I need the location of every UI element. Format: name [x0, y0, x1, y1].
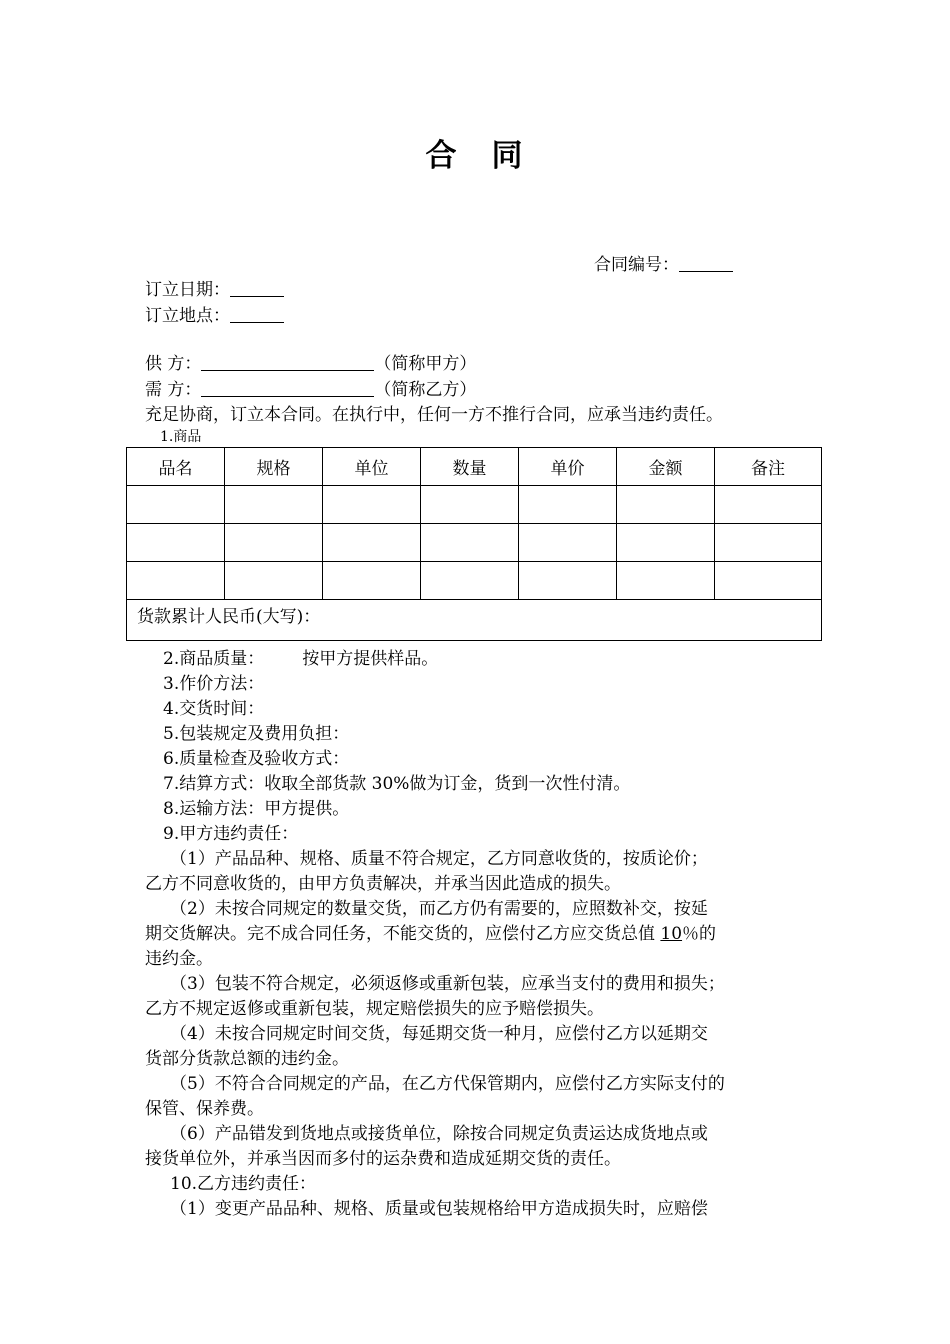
clause-9-5-line-2: 保管、保养费。 — [145, 1099, 264, 1119]
clause-10-1-line-1: （1）变更产品品种、规格、质量或包装规格给甲方造成损失时，应赔偿 — [170, 1199, 708, 1219]
table-cell[interactable] — [715, 524, 822, 562]
table-cell[interactable] — [323, 524, 421, 562]
supplier-blank[interactable] — [201, 354, 374, 371]
clause-9-6-line-1: （6）产品错发到货地点或接货单位，除按合同规定负责运达成货地点或 — [170, 1124, 708, 1144]
table-cell[interactable] — [617, 524, 715, 562]
clause-9-2-suffix: ％的 — [682, 924, 717, 944]
document-title: 合 同 — [425, 138, 525, 174]
table-cell[interactable] — [421, 486, 519, 524]
table-cell[interactable] — [225, 524, 323, 562]
table-cell[interactable] — [715, 486, 822, 524]
total-amount-cell[interactable]: 货款累计人民币(大写)： — [127, 600, 822, 641]
sign-place-label: 订立地点： — [145, 306, 230, 326]
clause-9-3-line-2: 乙方不规定返修或重新包装，规定赔偿损失的应予赔偿损失。 — [145, 999, 604, 1019]
table-cell[interactable] — [421, 562, 519, 600]
buyer-line — [145, 375, 476, 400]
table-cell[interactable] — [519, 524, 617, 562]
table-cell[interactable] — [127, 524, 225, 562]
table-cell[interactable] — [519, 486, 617, 524]
table-cell[interactable] — [519, 562, 617, 600]
clause-9-2-text: 期交货解决。完不成合同任务，不能交货的，应偿付乙方应交货总值 — [145, 924, 661, 944]
table-cell[interactable] — [421, 524, 519, 562]
table-cell[interactable] — [127, 562, 225, 600]
clause-9-1-line-1: （1）产品品种、规格、质量不符合规定，乙方同意收货的，按质论价； — [170, 849, 708, 869]
buyer-suffix: （简称乙方） — [374, 380, 477, 400]
header-product-name: 品名 — [127, 448, 225, 486]
clause-4: 4.交货时间： — [163, 699, 265, 719]
sign-date-label: 订立日期： — [145, 280, 230, 300]
clause-9-6-line-2: 接货单位外，并承当因而多付的运杂费和造成延期交货的责任。 — [145, 1149, 621, 1169]
clause-3: 3.作价方法： — [163, 674, 265, 694]
section-1-label: 1.商品 — [160, 429, 202, 445]
header-amount: 金额 — [617, 448, 715, 486]
header-unit-price: 单价 — [519, 448, 617, 486]
clause-10: 10.乙方违约责任： — [170, 1174, 317, 1194]
clause-5: 5.包装规定及费用负担： — [163, 724, 350, 744]
table-cell[interactable] — [323, 486, 421, 524]
supplier-label: 供 方： — [145, 354, 202, 374]
clause-9-5-line-1: （5）不符合合同规定的产品，在乙方代保管期内，应偿付乙方实际支付的 — [170, 1074, 725, 1094]
table-total-row — [127, 600, 822, 641]
clause-9-2-line-1: （2）未按合同规定的数量交货，而乙方仍有需要的，应照数补交，按延 — [170, 899, 708, 919]
sign-place — [145, 301, 284, 326]
sign-place-blank[interactable] — [230, 306, 284, 323]
clause-8: 8.运输方法：甲方提供。 — [163, 799, 350, 819]
table-cell[interactable] — [225, 562, 323, 600]
clause-9-1-line-2: 乙方不同意收货的，由甲方负责解决，并承当因此造成的损失。 — [145, 874, 621, 894]
clause-9-2-line-2 — [145, 919, 716, 944]
buyer-blank[interactable] — [201, 380, 374, 397]
contract-number-blank[interactable] — [679, 255, 733, 272]
clause-9-3-line-1: （3）包装不符合规定，必须返修或重新包装，应承当支付的费用和损失； — [170, 974, 725, 994]
table-cell[interactable] — [617, 562, 715, 600]
buyer-label: 需 方： — [145, 380, 202, 400]
table-row — [127, 562, 822, 600]
clause-9-2-line-3: 违约金。 — [145, 949, 213, 969]
clause-9: 9.甲方违约责任： — [163, 824, 299, 844]
clause-9-4-line-2: 货部分货款总额的违约金。 — [145, 1049, 349, 1069]
table-header-row — [127, 448, 822, 486]
clause-2 — [163, 644, 438, 669]
clause-2-value: 按甲方提供样品。 — [302, 649, 439, 669]
intro-text: 充足协商，订立本合同。在执行中，任何一方不推行合同，应承当违约责任。 — [145, 405, 723, 425]
contract-number-label: 合同编号： — [594, 255, 679, 275]
header-remarks: 备注 — [715, 448, 822, 486]
contract-number — [594, 250, 733, 275]
table-cell[interactable] — [323, 562, 421, 600]
header-spec: 规格 — [225, 448, 323, 486]
clause-7: 7.结算方式：收取全部货款 30%做为订金，货到一次性付清。 — [163, 774, 631, 794]
clause-2-label: 2.商品质量： — [163, 649, 265, 669]
table-cell[interactable] — [225, 486, 323, 524]
table-row — [127, 524, 822, 562]
supplier-suffix: （简称甲方） — [374, 354, 477, 374]
sign-date — [145, 275, 284, 300]
sign-date-blank[interactable] — [230, 280, 284, 297]
clause-6: 6.质量检查及验收方式： — [163, 749, 350, 769]
goods-table — [126, 447, 822, 641]
supplier-line — [145, 349, 476, 374]
penalty-percent: 10 — [660, 924, 683, 944]
header-unit: 单位 — [323, 448, 421, 486]
clause-9-4-line-1: （4）未按合同规定时间交货，每延期交货一种月，应偿付乙方以延期交 — [170, 1024, 708, 1044]
table-cell[interactable] — [715, 562, 822, 600]
table-row — [127, 486, 822, 524]
table-cell[interactable] — [127, 486, 225, 524]
header-quantity: 数量 — [421, 448, 519, 486]
table-cell[interactable] — [617, 486, 715, 524]
